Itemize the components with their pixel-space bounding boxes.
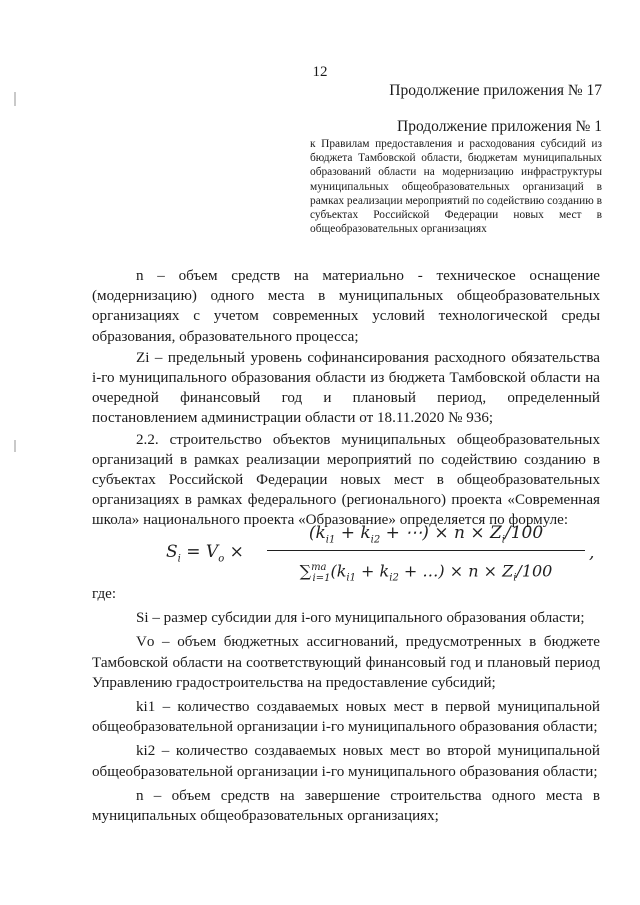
appendix-header-block bbox=[310, 118, 602, 236]
appendix-continuation-title: Продолжение приложения № 17 bbox=[389, 82, 602, 99]
appendix-sub-continuation-title: Продолжение приложения № 1 bbox=[397, 118, 602, 135]
main-text-top bbox=[92, 266, 600, 531]
scan-margin-mark bbox=[14, 440, 16, 452]
rules-reference-text: к Правилам предоставления и расходования субсидий из бюджета Тамбовской области, бюджетам муниципальных образований области на модернизацию инфраструктуры муниципальных общеобразовательных организаций в рамках реализации мероприятий по содействию созданию в субъектах Российской Федерации новых мест в общеобразовательных организациях bbox=[310, 138, 602, 236]
formula-numerator: ($k_{i1} + k_{i2}$ + ⋯) × $n \times Z_i/100$ bbox=[308, 523, 544, 546]
scan-margin-mark bbox=[14, 92, 16, 106]
subsidy-formula bbox=[152, 518, 612, 590]
paragraph-si-definition: Si – размер субсидии для i-ого муниципального образования области; bbox=[136, 610, 585, 627]
formula-comma: , bbox=[589, 543, 595, 563]
fraction-bar bbox=[267, 550, 585, 551]
paragraph-n-definition: n – объем средств на материально - техническое оснащение (модернизацию) одного места в муниципальных общеобразовательных организациях с учетом современных условий технологической среды образования, образовательного процесса; bbox=[92, 268, 600, 345]
paragraph-n-construction-definition: n – объем средств на завершение строительства одного места в муниципальных общеобразовательных организациях; bbox=[92, 787, 600, 825]
paragraph-ki2-definition: ki2 – количество создаваемых новых мест во второй муниципальной общеобразовательной организации i-го муниципального образования области; bbox=[92, 743, 600, 780]
paragraph-vo-definition: Vо – объем бюджетных ассигнований, предусмотренных в бюджете Тамбовской области на соответствующий финансовый год и плановый период Управлению градостроительства на предоставление субсидий; bbox=[92, 634, 600, 691]
formula-lhs: $S_i = V_o$ × bbox=[166, 542, 244, 565]
formula-denominator: $\sum^{ma}_{i=1}(k_{i1} + k_{i2}$ + …) × $n \times Z_i/100$ bbox=[299, 561, 553, 584]
where-label: где: bbox=[92, 586, 117, 602]
formula-fraction bbox=[267, 518, 585, 594]
paragraph-ki1-definition: ki1 – количество создаваемых новых мест в первой муниципальной общеобразовательной организации i-го муниципального образования области; bbox=[92, 699, 600, 736]
page-number: 12 bbox=[312, 64, 328, 80]
paragraph-construction: 2.2. строительство объектов муниципальных общеобразовательных организаций в рамках реализации мероприятий по содействию созданию в субъектах Российской Федерации новых мест в общеобразовательных организациях в рамках федерального (регионального) проекта «Современная школа» национального проекта «Образование» определяется по формуле: bbox=[92, 431, 600, 529]
main-text-bottom bbox=[92, 584, 600, 826]
paragraph-zi-definition: Zi – предельный уровень софинансирования расходного обязательства i-го муниципального образования области из бюджета Тамбовской области на очередной финансовый год и плановый период, определенный постановлением администрации области от 18.11.2020 № 936; bbox=[92, 349, 600, 427]
